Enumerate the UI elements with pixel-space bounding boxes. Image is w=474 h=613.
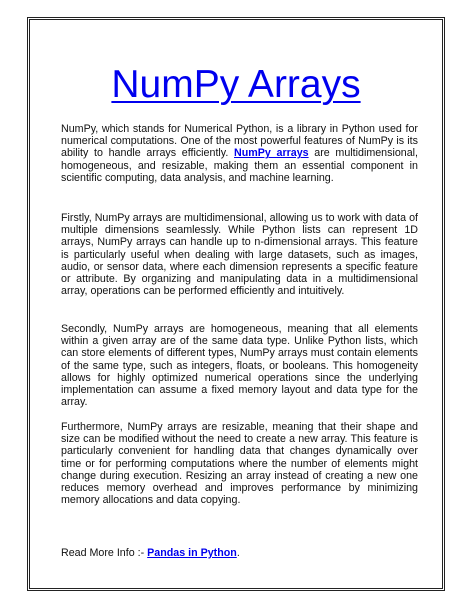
document-page bbox=[27, 17, 445, 591]
intro-text-end: are multidimensional, homogeneous, and resizable, making them an essential component in scientific computing, data analysis, and machine learning. bbox=[61, 147, 418, 184]
homogeneous-paragraph: Secondly, NumPy arrays are homogeneous, meaning that all elements within a given array are of the same data type. Unlike Python lists, which can store elements of different types, NumPy arrays must contain elements of the same type, such as integers, floats, or booleans. This homogeneity allows for highly optimized numerical operations since the underlying implementation can assume a fixed memory layout and data type for the array. bbox=[61, 323, 418, 409]
intro-text-start: NumPy, which stands for Numerical Python, is a library in Python used for numerical computations. One of the most powerful features of NumPy is its ability to handle arrays efficiently. bbox=[61, 123, 418, 160]
numpy-arrays-link[interactable]: NumPy arrays bbox=[234, 147, 309, 160]
read-more-line bbox=[61, 547, 418, 559]
page-title[interactable]: NumPy Arrays bbox=[111, 63, 361, 106]
read-more-prefix: Read More Info :- bbox=[61, 547, 148, 559]
resizable-paragraph: Furthermore, NumPy arrays are resizable, meaning that their shape and size can be modified without the need to create a new array. This feature is particularly convenient for handling data that changes dynamically over time or for performing computations where the number of elements might change during execution. Resizing an array instead of creating a new one reduces memory overhead and improves performance by minimizing memory allocations and data copying. bbox=[61, 421, 418, 507]
multidimensional-paragraph: Firstly, NumPy arrays are multidimensional, allowing us to work with data of multiple dimensions seamlessly. While Python lists can represent 1D arrays, NumPy arrays can handle up to n-dimensional arrays. This feature is particularly useful when dealing with large datasets, such as images, audio, or sensor data, where each dimension represents a specific feature or attribute. By organizing and manipulating data in a multidimensional array, operations can be performed efficiently and intuitively. bbox=[61, 212, 418, 298]
pandas-in-python-link[interactable]: Pandas in Python bbox=[147, 547, 237, 559]
read-more-suffix: . bbox=[236, 547, 240, 559]
intro-paragraph bbox=[61, 123, 418, 184]
